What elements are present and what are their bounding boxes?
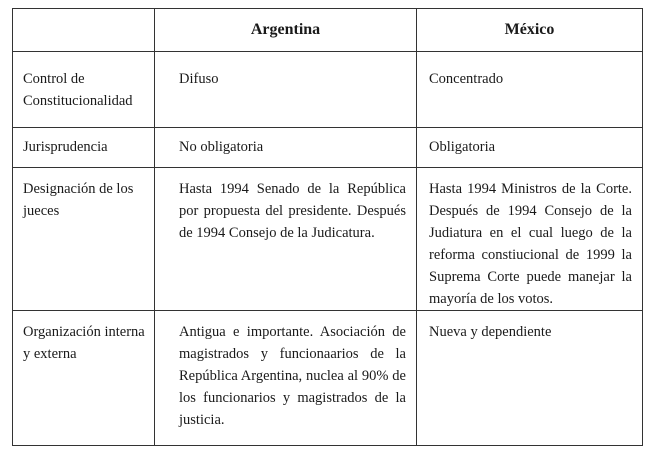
argentina-cell: No obligatoria: [155, 128, 417, 168]
table-header-row: [13, 9, 643, 52]
header-argentina: Argentina: [155, 9, 417, 52]
mexico-cell: Hasta 1994 Ministros de la Corte. Después de 1994 Consejo de la Judiatura en el cual luego de la reforma constiucional de 1999 la Suprema Corte puede manejar la mayoría de los votos.: [417, 168, 643, 311]
row-label: Organización interna y externa: [13, 311, 155, 446]
argentina-cell: Difuso: [155, 52, 417, 128]
argentina-cell: Hasta 1994 Senado de la República por propuesta del presidente. Después de 1994 Consejo de la Judicatura.: [155, 168, 417, 311]
mexico-cell: Nueva y dependiente: [417, 311, 643, 446]
table-row: [13, 311, 643, 446]
header-empty-cell: [13, 9, 155, 52]
mexico-cell: Obligatoria: [417, 128, 643, 168]
row-label: Jurisprudencia: [13, 128, 155, 168]
row-label: Control de Constitucionalidad: [13, 52, 155, 128]
mexico-cell: Concentrado: [417, 52, 643, 128]
table-row: [13, 128, 643, 168]
table-row: [13, 52, 643, 128]
row-label: Designación de los jueces: [13, 168, 155, 311]
comparison-table: [12, 8, 643, 446]
header-mexico: México: [417, 9, 643, 52]
argentina-cell: Antigua e importante. Asociación de magistrados y funcionaarios de la República Argentina, nuclea al 90% de los funcionarios y magistrados de la justicia.: [155, 311, 417, 446]
table-row: [13, 168, 643, 311]
